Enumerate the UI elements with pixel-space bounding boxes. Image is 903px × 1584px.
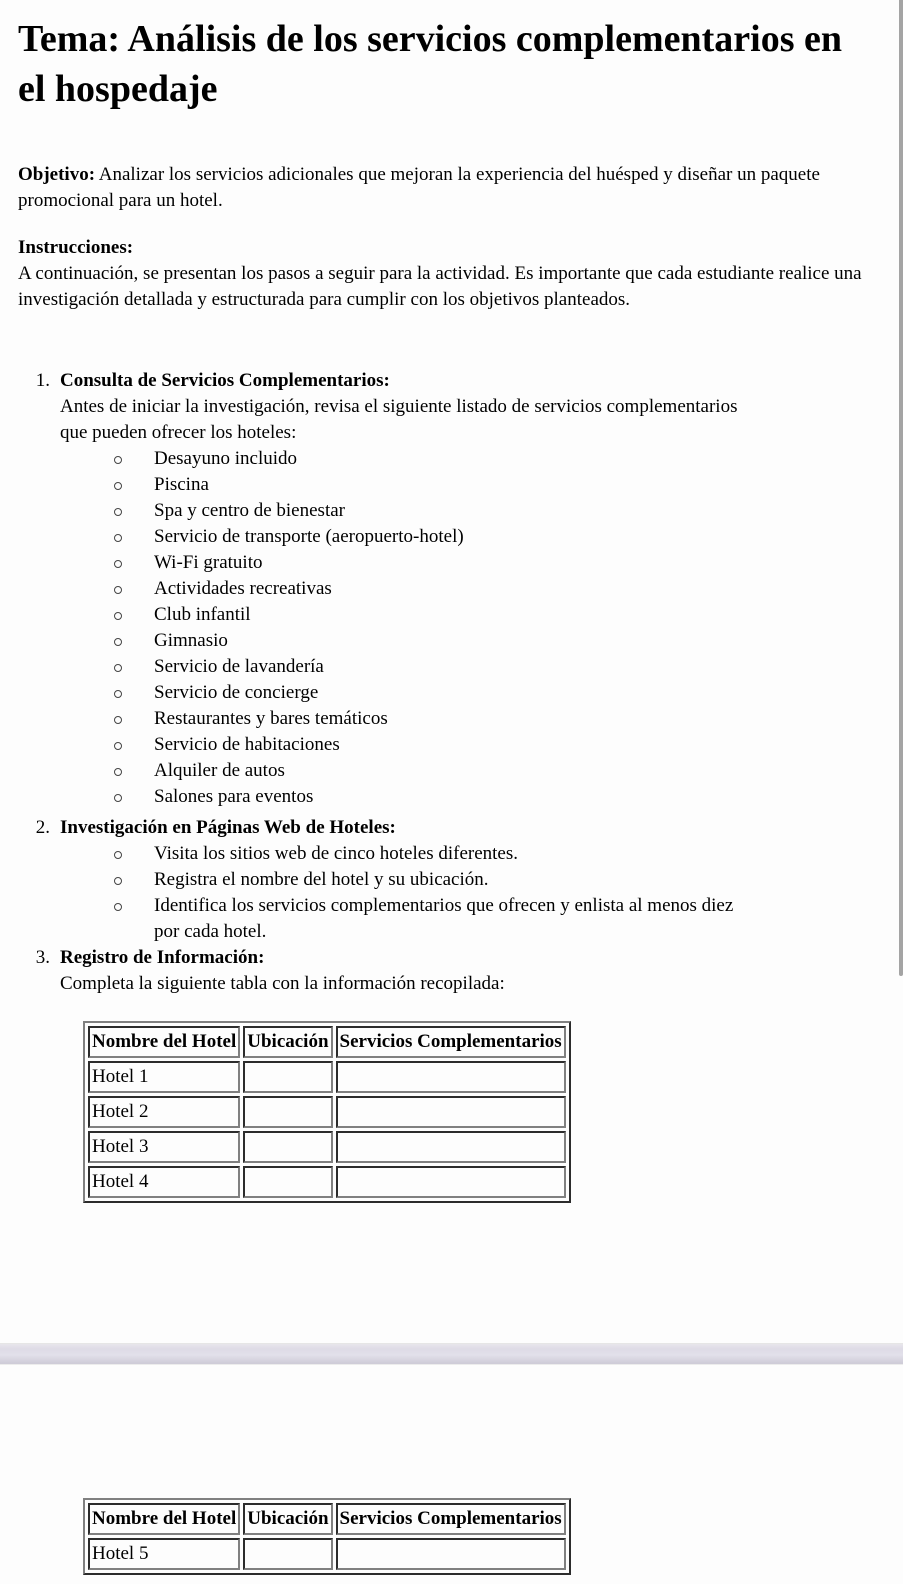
circle-bullet-icon	[114, 586, 122, 594]
circle-bullet-icon	[114, 903, 122, 911]
list-item: Servicio de concierge	[114, 680, 464, 706]
hotel-table	[83, 1021, 571, 1203]
circle-bullet-icon	[114, 690, 122, 698]
hotel-name-cell: Hotel 5	[88, 1538, 240, 1570]
location-cell	[243, 1096, 332, 1128]
table-row	[88, 1538, 566, 1570]
circle-bullet-icon	[114, 508, 122, 516]
table-header-row	[88, 1026, 566, 1058]
table-row	[88, 1096, 566, 1128]
list-item: Registra el nombre del hotel y su ubicación.	[114, 867, 733, 893]
hotel-name-cell: Hotel 4	[88, 1166, 240, 1198]
objective-paragraph	[18, 162, 878, 214]
hotel-name-cell: Hotel 3	[88, 1131, 240, 1163]
table-row	[88, 1131, 566, 1163]
list-item: Actividades recreativas	[114, 576, 464, 602]
research-steps-list	[114, 841, 733, 945]
list-item: Club infantil	[114, 602, 464, 628]
step-number: 1.	[35, 370, 50, 391]
hotel-table-continued	[83, 1498, 571, 1575]
circle-bullet-icon	[114, 851, 122, 859]
header-location: Ubicación	[243, 1503, 332, 1535]
list-item: Desayuno incluido	[114, 446, 464, 472]
table-header-row	[88, 1503, 566, 1535]
page-break-separator	[0, 1343, 903, 1365]
vertical-scrollbar[interactable]	[899, 0, 903, 976]
list-item: Spa y centro de bienestar	[114, 498, 464, 524]
circle-bullet-icon	[114, 638, 122, 646]
step-title: Investigación en Páginas Web de Hoteles:	[60, 817, 396, 838]
list-item: Alquiler de autos	[114, 758, 464, 784]
location-cell	[243, 1061, 332, 1093]
objective-label: Objetivo:	[18, 164, 96, 185]
location-cell	[243, 1131, 332, 1163]
list-item: Piscina	[114, 472, 464, 498]
circle-bullet-icon	[114, 664, 122, 672]
location-cell	[243, 1166, 332, 1198]
services-cell	[336, 1538, 566, 1570]
services-cell	[336, 1131, 566, 1163]
circle-bullet-icon	[114, 560, 122, 568]
header-location: Ubicación	[243, 1026, 332, 1058]
list-item: Restaurantes y bares temáticos	[114, 706, 464, 732]
header-services: Servicios Complementarios	[336, 1026, 566, 1058]
header-hotel-name: Nombre del Hotel	[88, 1026, 240, 1058]
list-item: Servicio de habitaciones	[114, 732, 464, 758]
services-cell	[336, 1166, 566, 1198]
circle-bullet-icon	[114, 482, 122, 490]
list-item: Salones para eventos	[114, 784, 464, 810]
page-title: Tema: Análisis de los servicios complementarios en el hospedaje	[18, 18, 842, 110]
circle-bullet-icon	[114, 716, 122, 724]
hotel-name-cell: Hotel 2	[88, 1096, 240, 1128]
header-services: Servicios Complementarios	[336, 1503, 566, 1535]
circle-bullet-icon	[114, 456, 122, 464]
circle-bullet-icon	[114, 768, 122, 776]
list-item: Wi-Fi gratuito	[114, 550, 464, 576]
objective-text: Analizar los servicios adicionales que mejoran la experiencia del huésped y diseñar un paquete promocional para un hotel.	[18, 164, 820, 211]
list-item: Servicio de lavandería	[114, 654, 464, 680]
hotel-name-cell: Hotel 1	[88, 1061, 240, 1093]
list-item: Identifica los servicios complementarios que ofrecen y enlista al menos diez	[114, 893, 733, 919]
list-item: Gimnasio	[114, 628, 464, 654]
location-cell	[243, 1538, 332, 1570]
instructions-heading: Instrucciones:	[18, 237, 134, 258]
list-item-continuation: por cada hotel.	[154, 921, 267, 942]
services-cell	[336, 1096, 566, 1128]
table-row	[88, 1166, 566, 1198]
circle-bullet-icon	[114, 742, 122, 750]
step-number: 2.	[35, 817, 50, 838]
step-number: 3.	[35, 947, 50, 968]
step-3-body: Completa la siguiente tabla con la información recopilada:	[60, 973, 505, 994]
circle-bullet-icon	[114, 534, 122, 542]
step-title: Consulta de Servicios Complementarios:	[60, 370, 390, 391]
instructions-text: A continuación, se presentan los pasos a seguir para la actividad. Es importante que cada estudiante realice una investigación detallada y estructurada para cumplir con los objetivos planteados.	[18, 263, 862, 310]
header-hotel-name: Nombre del Hotel	[88, 1503, 240, 1535]
circle-bullet-icon	[114, 612, 122, 620]
table-row	[88, 1061, 566, 1093]
services-cell	[336, 1061, 566, 1093]
circle-bullet-icon	[114, 877, 122, 885]
step-1-body: Antes de iniciar la investigación, revisa el siguiente listado de servicios complementarios que pueden ofrecer los hoteles:	[60, 396, 738, 443]
list-item: Servicio de transporte (aeropuerto-hotel)	[114, 524, 464, 550]
step-title: Registro de Información:	[60, 947, 265, 968]
services-list	[114, 446, 464, 810]
list-item: Visita los sitios web de cinco hoteles diferentes.	[114, 841, 733, 867]
circle-bullet-icon	[114, 794, 122, 802]
